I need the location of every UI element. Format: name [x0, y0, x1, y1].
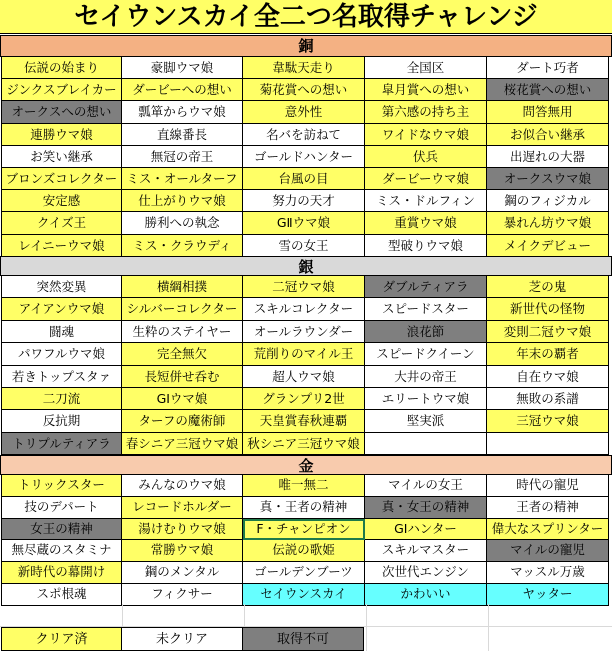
title-cell[interactable]: 女王の精神 [1, 519, 122, 541]
title-cell[interactable]: 意外性 [243, 101, 365, 123]
title-cell[interactable]: 安定感 [1, 190, 122, 212]
title-cell[interactable]: ゴールドハンター [243, 146, 365, 168]
title-cell[interactable]: 唯一無二 [243, 475, 365, 497]
title-cell[interactable]: クイズ王 [1, 212, 122, 234]
title-cell[interactable]: GⅠハンター [365, 519, 487, 541]
title-cell[interactable]: 型破りウマ娘 [365, 235, 487, 257]
title-cell[interactable]: ゴールデンブーツ [243, 562, 365, 584]
title-cell[interactable]: 瓢箪からウマ娘 [122, 101, 243, 123]
title-cell[interactable]: 雪の女王 [243, 235, 365, 257]
title-cell[interactable]: トリプルティアラ [1, 433, 122, 455]
section-grid-silver [1, 276, 611, 455]
title-cell[interactable]: 次世代エンジン [365, 562, 487, 584]
title-cell[interactable]: お似合い継承 [487, 124, 609, 146]
title-cell[interactable]: GⅠウマ娘 [122, 388, 243, 410]
title-cell[interactable]: 荒削りのマイル王 [243, 343, 365, 365]
title-cell[interactable]: ダブルティアラ [365, 276, 487, 298]
title-cell[interactable]: 第六感の持ち主 [365, 101, 487, 123]
title-cell[interactable]: オークスウマ娘 [487, 168, 609, 190]
title-cell[interactable]: F・チャンピオン [243, 519, 365, 541]
title-cell[interactable]: マイルの寵児 [487, 540, 609, 562]
title-cell[interactable]: 反抗期 [1, 410, 122, 432]
title-cell[interactable]: ワイドなウマ娘 [365, 124, 487, 146]
title-cell[interactable]: アイアンウマ娘 [1, 298, 122, 320]
title-cell[interactable]: 常勝ウマ娘 [122, 540, 243, 562]
title-cell[interactable]: 堅実派 [365, 410, 487, 432]
title-cell[interactable]: 出遅れの大器 [487, 146, 609, 168]
title-cell[interactable]: みんなのウマ娘 [122, 475, 243, 497]
title-cell[interactable]: ダービーウマ娘 [365, 168, 487, 190]
title-cell[interactable]: スキルマスター [365, 540, 487, 562]
title-cell[interactable]: 全国区 [365, 57, 487, 79]
title-cell[interactable]: 問答無用 [487, 101, 609, 123]
title-cell[interactable]: メイクデビュー [487, 235, 609, 257]
title-cell[interactable]: グランプリ2世 [243, 388, 365, 410]
title-cell[interactable]: 伏兵 [365, 146, 487, 168]
title-cell[interactable]: 名バを訪ねて [243, 124, 365, 146]
section-grid-gold [1, 475, 611, 606]
title-cell[interactable]: 偉大なスプリンター [487, 519, 609, 541]
title-cell[interactable]: 芝の鬼 [487, 276, 609, 298]
title-cell[interactable]: 若きトップスタァ [1, 366, 122, 388]
title-cell[interactable]: スピードクイーン [365, 343, 487, 365]
title-cell[interactable]: 技のデパート [1, 497, 122, 519]
title-cell[interactable]: パワフルウマ娘 [1, 343, 122, 365]
legend-uncleared: 未クリア [122, 627, 243, 651]
title-cell[interactable]: 新世代の怪物 [487, 298, 609, 320]
title-cell[interactable] [487, 433, 609, 455]
title-cell[interactable]: 湯けむりウマ娘 [122, 519, 243, 541]
title-cell[interactable]: 自在ウマ娘 [487, 366, 609, 388]
title-cell[interactable]: お笑い継承 [1, 146, 122, 168]
title-cell[interactable]: エリートウマ娘 [365, 388, 487, 410]
title-cell[interactable]: 天皇賞春秋連覇 [243, 410, 365, 432]
title-cell[interactable]: 努力の天才 [243, 190, 365, 212]
title-cell[interactable]: GⅡウマ娘 [243, 212, 365, 234]
title-cell[interactable]: スピードスター [365, 298, 487, 320]
title-cell[interactable]: ダート巧者 [487, 57, 609, 79]
title-cell[interactable]: 大井の帝王 [365, 366, 487, 388]
title-cell[interactable]: 完全無欠 [122, 343, 243, 365]
title-cell[interactable]: フィクサー [122, 584, 243, 606]
empty-col-line [366, 604, 367, 651]
title-cell[interactable]: 韋駄天走り [243, 57, 365, 79]
title-cell[interactable]: 超人ウマ娘 [243, 366, 365, 388]
legend-impossible: 取得不可 [243, 627, 364, 651]
title-cell[interactable]: 伝説の始まり [1, 57, 122, 79]
title-cell[interactable]: 二刀流 [1, 388, 122, 410]
title-cell[interactable]: トリックスター [1, 475, 122, 497]
title-cell[interactable]: 突然変異 [1, 276, 122, 298]
title-cell[interactable]: 浪花節 [365, 321, 487, 343]
title-cell[interactable]: ジンクスブレイカー [1, 79, 122, 101]
title-cell[interactable]: ミス・クラウディ [122, 235, 243, 257]
title-cell[interactable]: 闘魂 [1, 321, 122, 343]
title-cell[interactable]: マッスル万歳 [487, 562, 609, 584]
section-header-silver: 銀 [0, 256, 612, 276]
legend [1, 627, 364, 651]
title-cell[interactable]: 新時代の幕開け [1, 562, 122, 584]
title-cell[interactable]: 年末の覇者 [487, 343, 609, 365]
title-cell[interactable]: オールラウンダー [243, 321, 365, 343]
title-cell[interactable]: 伝説の歌姫 [243, 540, 365, 562]
title-cell[interactable]: セイウンスカイ [243, 584, 365, 606]
title-cell[interactable]: 豪脚ウマ娘 [122, 57, 243, 79]
title-cell[interactable]: オークスへの想い [1, 101, 122, 123]
title-cell[interactable]: 長短併せ呑む [122, 366, 243, 388]
title-cell[interactable]: 真・王者の精神 [243, 497, 365, 519]
title-cell[interactable]: かわいい [365, 584, 487, 606]
title-cell[interactable]: 変則二冠ウマ娘 [487, 321, 609, 343]
title-cell[interactable]: ミス・オールターフ [122, 168, 243, 190]
title-cell[interactable]: 三冠ウマ娘 [487, 410, 609, 432]
title-cell[interactable] [365, 433, 487, 455]
title-cell[interactable]: 無尽蔵のスタミナ [1, 540, 122, 562]
title-cell[interactable]: 無敗の系譜 [487, 388, 609, 410]
title-cell[interactable]: 春シニア三冠ウマ娘 [122, 433, 243, 455]
title-cell[interactable]: 鋼のフィジカル [487, 190, 609, 212]
title-cell[interactable]: 連勝ウマ娘 [1, 124, 122, 146]
title-cell[interactable]: ヤッター [487, 584, 609, 606]
page-title: セイウンスカイ全二つ名取得チャレンジ [0, 0, 612, 34]
title-cell[interactable]: 横綱相撲 [122, 276, 243, 298]
title-cell[interactable]: スキルコレクター [243, 298, 365, 320]
title-cell[interactable]: 桜花賞への想い [487, 79, 609, 101]
title-cell[interactable]: ダービーへの想い [122, 79, 243, 101]
title-cell[interactable]: 王者の精神 [487, 497, 609, 519]
title-cell[interactable]: 鋼のメンタル [122, 562, 243, 584]
title-cell[interactable]: 二冠ウマ娘 [243, 276, 365, 298]
section-header-bronze: 銅 [0, 35, 612, 57]
title-cell[interactable]: 無冠の帝王 [122, 146, 243, 168]
title-cell[interactable]: 暴れん坊ウマ娘 [487, 212, 609, 234]
title-cell[interactable]: 仕上がりウマ娘 [122, 190, 243, 212]
title-cell[interactable]: 時代の寵児 [487, 475, 609, 497]
empty-col-line [488, 604, 489, 651]
title-cell[interactable]: 直線番長 [122, 124, 243, 146]
title-cell[interactable]: 勝利への執念 [122, 212, 243, 234]
section-grid-bronze [1, 57, 611, 257]
title-cell[interactable]: 重賞ウマ娘 [365, 212, 487, 234]
title-cell[interactable]: レコードホルダー [122, 497, 243, 519]
section-header-gold: 金 [0, 455, 612, 475]
title-cell[interactable]: ブロンズコレクター [1, 168, 122, 190]
title-cell[interactable]: マイルの女王 [365, 475, 487, 497]
title-cell[interactable]: 菊花賞への想い [243, 79, 365, 101]
title-cell[interactable]: 秋シニア三冠ウマ娘 [243, 433, 365, 455]
title-cell[interactable]: 生粋のステイヤー [122, 321, 243, 343]
title-cell[interactable]: 台風の目 [243, 168, 365, 190]
title-cell[interactable]: ミス・ドルフィン [365, 190, 487, 212]
title-cell[interactable]: シルバーコレクター [122, 298, 243, 320]
title-cell[interactable]: レイニーウマ娘 [1, 235, 122, 257]
title-cell[interactable]: 真・女王の精神 [365, 497, 487, 519]
title-cell[interactable]: ターフの魔術師 [122, 410, 243, 432]
legend-cleared: クリア済 [1, 627, 122, 651]
title-cell[interactable]: スポ根魂 [1, 584, 122, 606]
title-cell[interactable]: 皐月賞への想い [365, 79, 487, 101]
